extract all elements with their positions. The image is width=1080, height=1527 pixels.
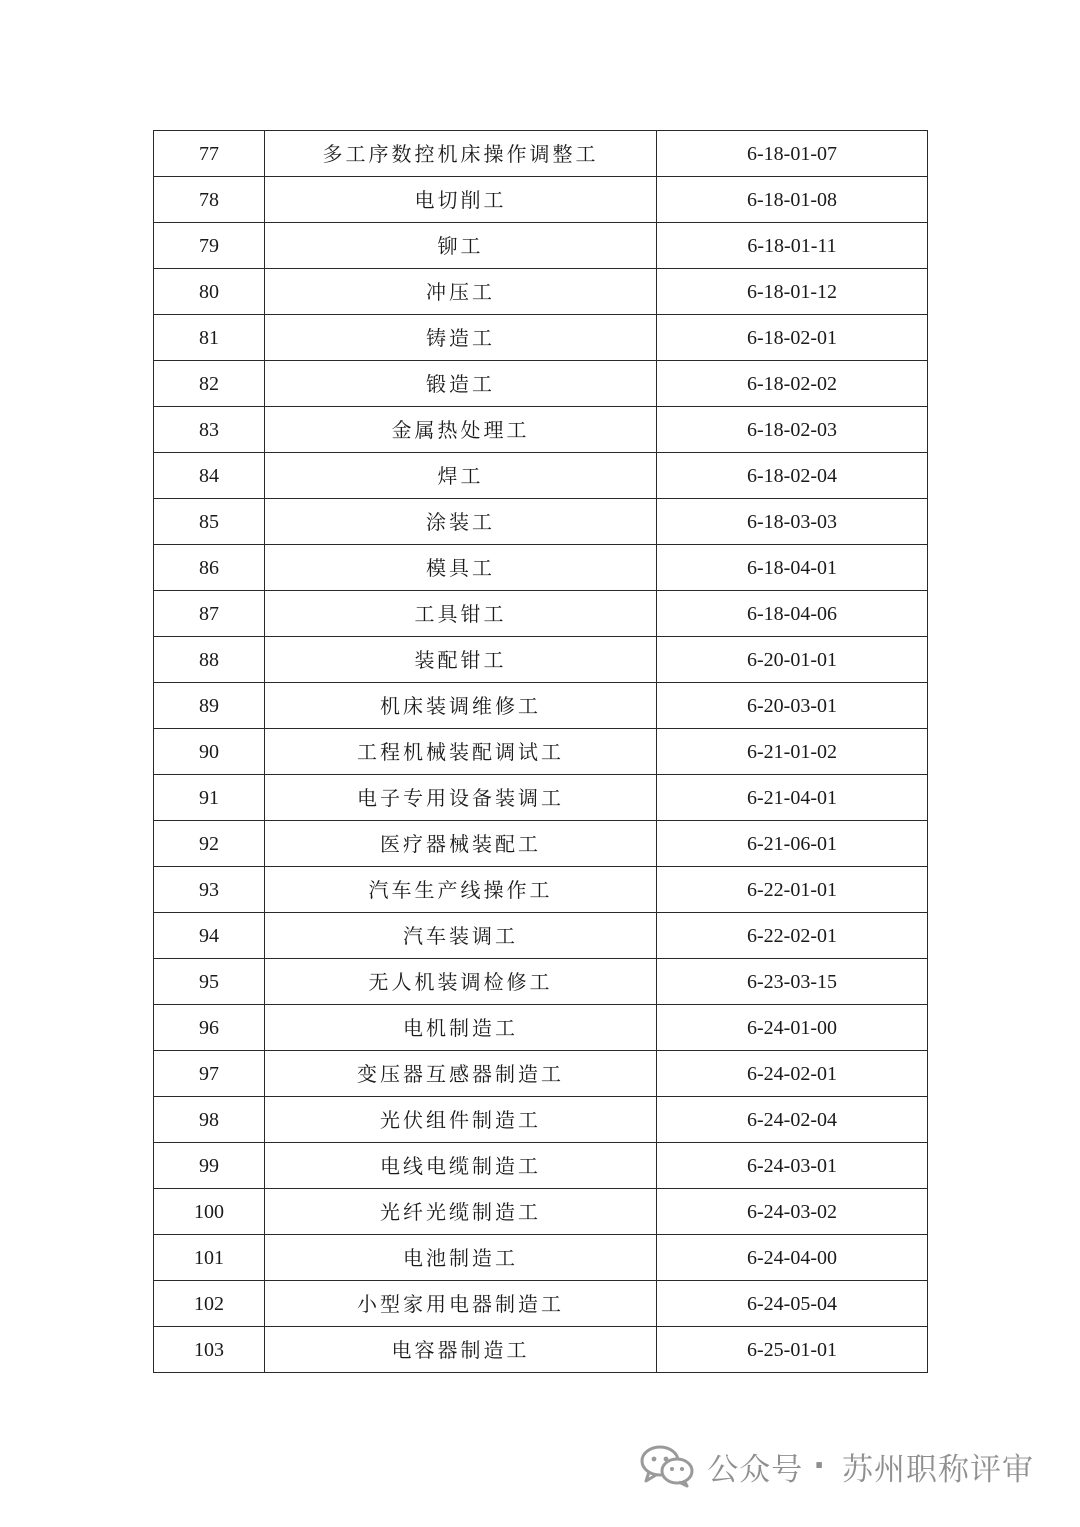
row-number: 91 (154, 775, 265, 821)
occupation-name: 涂装工 (265, 499, 657, 545)
row-number: 86 (154, 545, 265, 591)
row-number: 81 (154, 315, 265, 361)
table-row (154, 775, 928, 821)
table-row (154, 361, 928, 407)
watermark-label: 公众号 (707, 1451, 804, 1488)
row-number: 77 (154, 131, 265, 177)
occupation-name: 汽车装调工 (265, 913, 657, 959)
table-row (154, 591, 928, 637)
table-row (154, 867, 928, 913)
row-number: 96 (154, 1005, 265, 1051)
occupation-code: 6-21-06-01 (657, 821, 928, 867)
table-row (154, 1189, 928, 1235)
row-number: 97 (154, 1051, 265, 1097)
table-row (154, 315, 928, 361)
table-row (154, 683, 928, 729)
occupation-code: 6-25-01-01 (657, 1327, 928, 1373)
row-number: 98 (154, 1097, 265, 1143)
table-row (154, 1235, 928, 1281)
occupation-name: 锻造工 (265, 361, 657, 407)
table-row (154, 1005, 928, 1051)
occupation-name: 模具工 (265, 545, 657, 591)
table-row (154, 729, 928, 775)
table-row (154, 131, 928, 177)
watermark-account-name: 苏州职称评审 (842, 1451, 1034, 1488)
occupation-name: 铆工 (265, 223, 657, 269)
occupation-code: 6-24-04-00 (657, 1235, 928, 1281)
occupation-name: 焊工 (265, 453, 657, 499)
table-row (154, 269, 928, 315)
table-row (154, 1281, 928, 1327)
table-row (154, 499, 928, 545)
occupation-code: 6-18-01-08 (657, 177, 928, 223)
occupation-code: 6-21-01-02 (657, 729, 928, 775)
occupation-name: 电切削工 (265, 177, 657, 223)
occupation-code: 6-18-03-03 (657, 499, 928, 545)
occupation-name: 电线电缆制造工 (265, 1143, 657, 1189)
row-number: 99 (154, 1143, 265, 1189)
table-row (154, 821, 928, 867)
table-row (154, 959, 928, 1005)
occupation-name: 无人机装调检修工 (265, 959, 657, 1005)
occupation-name: 多工序数控机床操作调整工 (265, 131, 657, 177)
row-number: 93 (154, 867, 265, 913)
row-number: 95 (154, 959, 265, 1005)
occupation-name: 汽车生产线操作工 (265, 867, 657, 913)
row-number: 102 (154, 1281, 265, 1327)
occupation-code: 6-22-02-01 (657, 913, 928, 959)
occupation-code: 6-24-02-04 (657, 1097, 928, 1143)
row-number: 83 (154, 407, 265, 453)
row-number: 84 (154, 453, 265, 499)
occupation-name: 工程机械装配调试工 (265, 729, 657, 775)
watermark-separator: · (813, 1448, 826, 1484)
occupation-code: 6-18-04-06 (657, 591, 928, 637)
table-row (154, 545, 928, 591)
row-number: 103 (154, 1327, 265, 1373)
occupation-name: 光纤光缆制造工 (265, 1189, 657, 1235)
occupation-name: 装配钳工 (265, 637, 657, 683)
table-row (154, 913, 928, 959)
occupation-code: 6-18-02-03 (657, 407, 928, 453)
row-number: 100 (154, 1189, 265, 1235)
row-number: 79 (154, 223, 265, 269)
occupation-code: 6-24-03-02 (657, 1189, 928, 1235)
occupation-code: 6-18-02-02 (657, 361, 928, 407)
occupation-name: 小型家用电器制造工 (265, 1281, 657, 1327)
occupation-code: 6-20-01-01 (657, 637, 928, 683)
row-number: 88 (154, 637, 265, 683)
occupation-code: 6-20-03-01 (657, 683, 928, 729)
occupation-code: 6-22-01-01 (657, 867, 928, 913)
table-row (154, 637, 928, 683)
row-number: 94 (154, 913, 265, 959)
row-number: 82 (154, 361, 265, 407)
occupation-code: 6-18-01-07 (657, 131, 928, 177)
occupation-name: 金属热处理工 (265, 407, 657, 453)
table-row (154, 1327, 928, 1373)
row-number: 87 (154, 591, 265, 637)
row-number: 80 (154, 269, 265, 315)
occupation-name: 电子专用设备装调工 (265, 775, 657, 821)
occupation-code: 6-24-01-00 (657, 1005, 928, 1051)
wechat-icon (639, 1444, 695, 1488)
occupation-code: 6-18-04-01 (657, 545, 928, 591)
occupation-name: 医疗器械装配工 (265, 821, 657, 867)
row-number: 90 (154, 729, 265, 775)
row-number: 92 (154, 821, 265, 867)
occupation-code: 6-24-02-01 (657, 1051, 928, 1097)
occupation-name: 工具钳工 (265, 591, 657, 637)
occupation-name: 机床装调维修工 (265, 683, 657, 729)
occupation-name: 冲压工 (265, 269, 657, 315)
row-number: 85 (154, 499, 265, 545)
occupation-name: 电容器制造工 (265, 1327, 657, 1373)
row-number: 89 (154, 683, 265, 729)
table-row (154, 223, 928, 269)
table-row (154, 1143, 928, 1189)
wechat-watermark (639, 1444, 1034, 1488)
occupation-code: 6-18-02-01 (657, 315, 928, 361)
table-row (154, 177, 928, 223)
table-row (154, 1051, 928, 1097)
table-row (154, 453, 928, 499)
occupation-code: 6-21-04-01 (657, 775, 928, 821)
table-row (154, 1097, 928, 1143)
table-row (154, 407, 928, 453)
occupation-name: 光伏组件制造工 (265, 1097, 657, 1143)
table-body (154, 131, 928, 1373)
occupation-code: 6-23-03-15 (657, 959, 928, 1005)
row-number: 101 (154, 1235, 265, 1281)
occupation-table (153, 130, 928, 1373)
row-number: 78 (154, 177, 265, 223)
occupation-name: 电机制造工 (265, 1005, 657, 1051)
occupation-code: 6-24-05-04 (657, 1281, 928, 1327)
occupation-code: 6-18-02-04 (657, 453, 928, 499)
occupation-name: 铸造工 (265, 315, 657, 361)
occupation-name: 变压器互感器制造工 (265, 1051, 657, 1097)
occupation-code: 6-18-01-11 (657, 223, 928, 269)
occupation-code: 6-18-01-12 (657, 269, 928, 315)
occupation-code: 6-24-03-01 (657, 1143, 928, 1189)
occupation-name: 电池制造工 (265, 1235, 657, 1281)
